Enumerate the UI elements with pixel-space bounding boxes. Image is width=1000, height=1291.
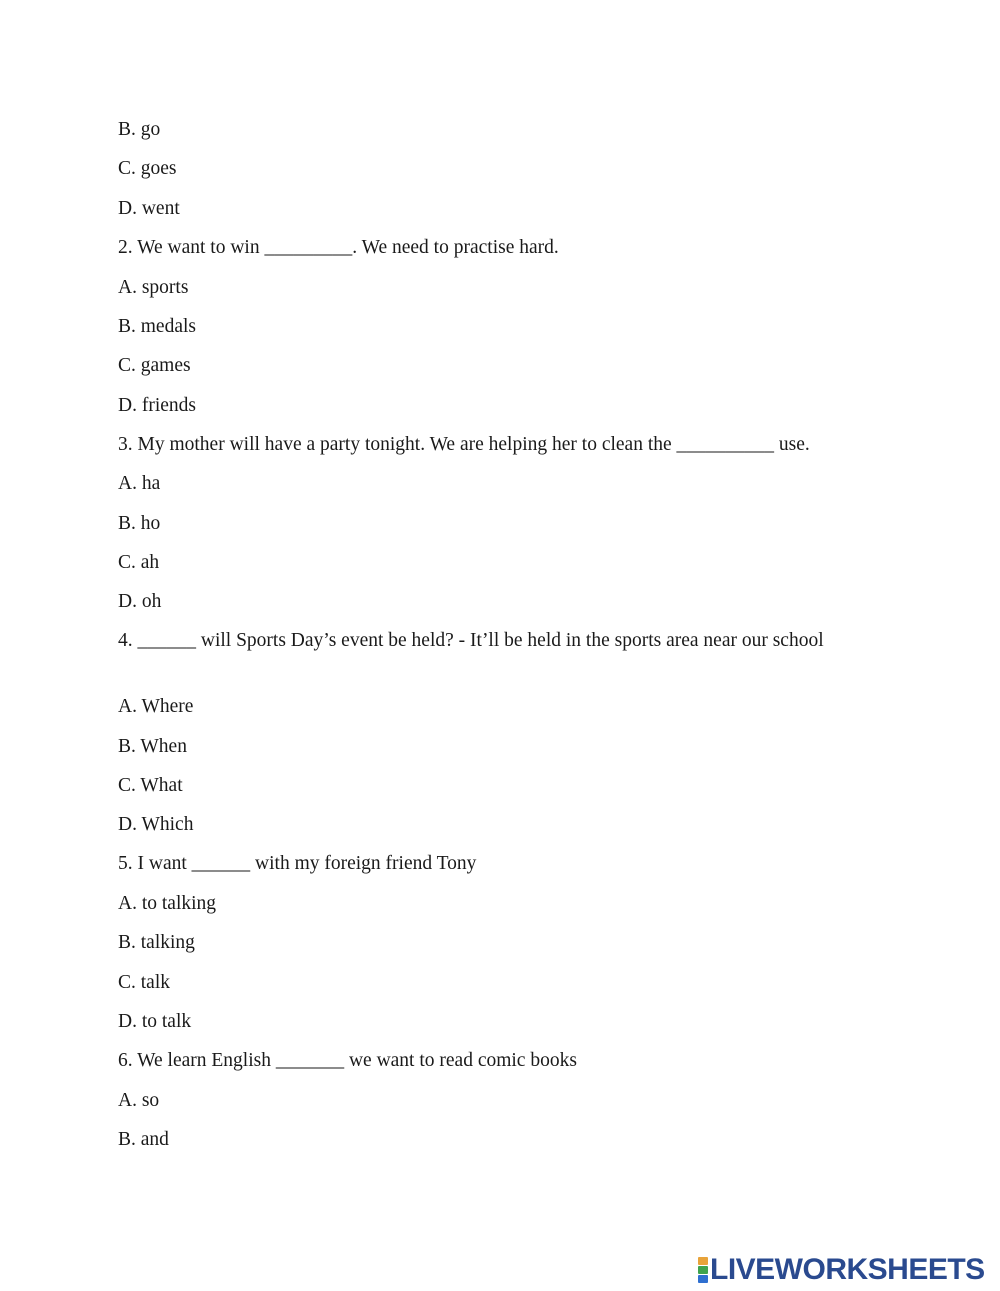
option-3b: B. ho (118, 513, 161, 534)
logo-block (698, 1275, 708, 1283)
option-1b: B. go (118, 119, 161, 140)
option-5c: C. talk (118, 972, 170, 993)
option-2a: A. sports (118, 277, 189, 298)
option-4d: D. Which (118, 814, 194, 835)
logo-block (698, 1257, 708, 1265)
question-3: 3. My mother will have a party tonight. We are helping her to clean the __________ use. (118, 434, 810, 455)
option-4c: C. What (118, 775, 183, 796)
question-2: 2. We want to win _________. We need to practise hard. (118, 237, 559, 258)
option-3d: D. oh (118, 591, 162, 612)
logo-block (698, 1266, 708, 1274)
question-5: 5. I want ______ with my foreign friend Tony (118, 853, 477, 874)
question-6: 6. We learn English _______ we want to read comic books (118, 1050, 577, 1071)
option-1c: C. goes (118, 158, 177, 179)
option-2c: C. games (118, 355, 191, 376)
option-6a: A. so (118, 1090, 160, 1111)
option-5a: A. to talking (118, 893, 217, 914)
option-6b: B. and (118, 1129, 169, 1150)
option-3a: A. ha (118, 473, 161, 494)
question-4: 4. ______ will Sports Day’s event be held? - It’ll be held in the sports area near our school (118, 630, 824, 651)
option-3c: C. ah (118, 552, 160, 573)
liveworksheets-logo[interactable] (698, 1253, 985, 1286)
option-1d: D. went (118, 198, 180, 219)
option-4b: B. When (118, 736, 187, 757)
option-5d: D. to talk (118, 1011, 192, 1032)
option-2d: D. friends (118, 395, 196, 416)
option-5b: B. talking (118, 932, 195, 953)
option-2b: B. medals (118, 316, 196, 337)
logo-text: LIVEWORKSHEETS (710, 1253, 985, 1286)
logo-blocks-icon (698, 1257, 708, 1283)
option-4a: A. Where (118, 696, 194, 717)
